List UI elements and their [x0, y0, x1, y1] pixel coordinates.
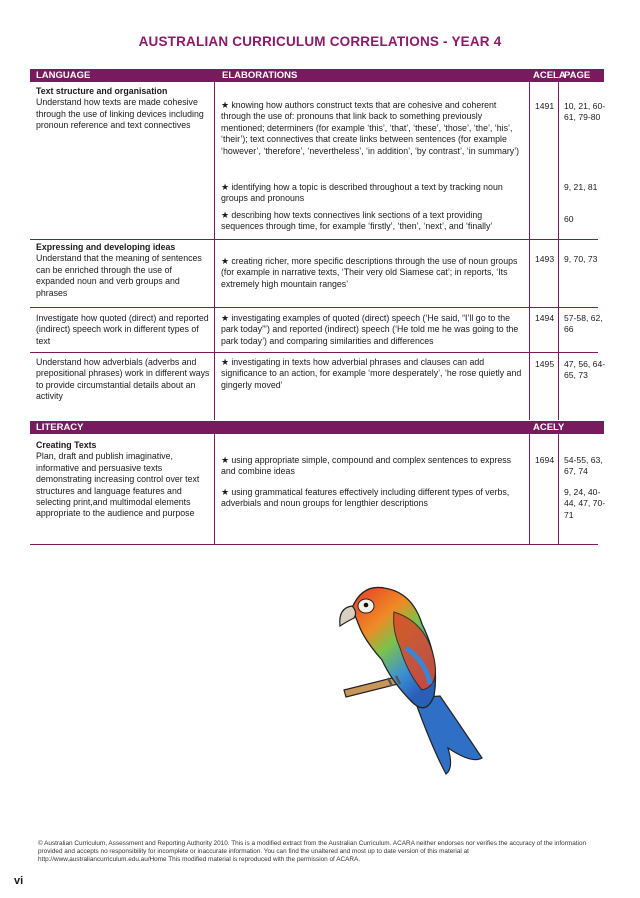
row-description: Investigate how quoted (direct) and reported (indirect) speech work in different types of text	[36, 313, 209, 346]
page-header: PAGE	[564, 70, 591, 81]
copyright-footer: © Australian Curriculum, Assessment and Reporting Authority 2010. This is a modified extract from the Australian Curriculum. ACARA neither endorses nor verifies the accuracy of the information provided and accepts no responsibility for incomplete or inaccurate information. You can find the unaltered and most up to date version of this material at http://www.australiancurriculum.edu.au/Home This modified material is reproduced with the permission of ACARA.	[38, 840, 587, 864]
row-divider	[30, 307, 598, 308]
page-ref: 10, 21, 60-61, 79-80	[564, 101, 606, 123]
language-row-1	[36, 86, 212, 132]
row-description: Understand that the meaning of sentences can be enriched through the use of expanded noun and verb groups and phrases	[36, 253, 202, 298]
page-ref: 9, 70, 73	[564, 254, 598, 264]
acela-code: 1494	[535, 313, 555, 323]
elaboration: ★ creating richer, more specific descriptions through the use of noun groups (for example in narrative texts, ‘Their very old Siamese cat’; in reports, ‘Its extremely high mountain ranges’	[221, 256, 518, 289]
page-ref: 57-58, 62, 66	[564, 313, 603, 335]
language-header: LANGUAGE	[36, 70, 91, 81]
row-description: Plan, draft and publish imaginative, informative and persuasive texts demonstrating increasing control over text structures and language features and selecting print,and multimodal elements appropriate to the audience and purpose	[36, 451, 200, 519]
literacy-header: LITERACY	[36, 422, 84, 433]
acela-code: 1493	[535, 254, 555, 264]
literacy-row-1	[36, 440, 212, 520]
column-divider	[214, 82, 215, 420]
elaboration: ★ using appropriate simple, compound and complex sentences to express and combine ideas	[221, 455, 512, 477]
acela-header: ACELA	[533, 70, 566, 81]
table-bottom	[30, 544, 598, 545]
language-header-band	[30, 69, 604, 82]
elaboration: ★ investigating in texts how adverbial phrases and clauses can add significance to an action, for example ‘more desperately’, ‘he rose quietly and gingerly moved’	[221, 357, 522, 390]
elaboration: ★ identifying how a topic is described throughout a text by tracking noun groups and pronouns	[221, 182, 503, 204]
acely-header: ACELY	[533, 422, 565, 433]
elaboration: ★ describing how texts connectives link sections of a text providing sequences through time, for example ‘firstly’, ‘then’, ‘next’, and ‘finally’	[221, 210, 493, 232]
row-divider	[30, 239, 598, 240]
language-row-2	[36, 242, 212, 299]
row-description: Understand how texts are made cohesive through the use of linking devices including pronoun reference and text connectives	[36, 97, 204, 131]
row-heading: Expressing and developing ideas	[36, 242, 176, 252]
page-title: AUSTRALIAN CURRICULUM CORRELATIONS - YEAR 4	[138, 34, 502, 49]
page-ref: 47, 56, 64-65, 73	[564, 359, 606, 381]
column-divider	[558, 434, 559, 544]
acela-code: 1491	[535, 101, 555, 111]
row-description: Understand how adverbials (adverbs and prepositional phrases) work in different ways to provide circumstantial details about an activity	[36, 357, 210, 402]
parrot-illustration	[322, 578, 512, 778]
elaboration: ★ knowing how authors construct texts that are cohesive and coherent through the use of: pronouns that link back to something previously mentioned; determiners (for example ‘this’, ‘that’, ‘these’, ‘those’, ‘the’, ‘his’, ‘their’); text connectives that create links between sentences (for example ‘however’, ‘therefore’, ‘nevertheless’, ‘in addition’, ‘by contrast’, ‘in summary’)	[221, 100, 520, 156]
page-ref: 60	[564, 214, 574, 224]
literacy-header-band	[30, 421, 604, 434]
elaboration: ★ investigating examples of quoted (direct) speech (‘He said, “I’ll go to the park today”’) and reported (indirect) speech (‘He told me he was going to the park today’) and comparing similarities and differences	[221, 313, 519, 346]
row-divider	[30, 352, 598, 353]
page-ref: 9, 21, 81	[564, 182, 598, 192]
elaboration: ★ using grammatical features effectively including different types of verbs, adverbials and noun groups for lengthier descriptions	[221, 487, 510, 509]
acely-code: 1694	[535, 455, 555, 465]
row-heading: Creating Texts	[36, 440, 97, 450]
page-ref: 9, 24, 40-44, 47, 70-71	[564, 487, 606, 520]
column-divider	[529, 434, 530, 544]
page-number: vi	[14, 875, 24, 887]
elaborations-header: ELABORATIONS	[222, 70, 298, 81]
language-row-4	[36, 357, 212, 403]
page-ref: 54-55, 63, 67, 74	[564, 455, 603, 477]
column-divider	[558, 82, 559, 420]
column-divider	[529, 82, 530, 420]
row-heading: Text structure and organisation	[36, 86, 168, 96]
acela-code: 1495	[535, 359, 555, 369]
column-divider	[214, 434, 215, 544]
language-row-3	[36, 313, 212, 347]
